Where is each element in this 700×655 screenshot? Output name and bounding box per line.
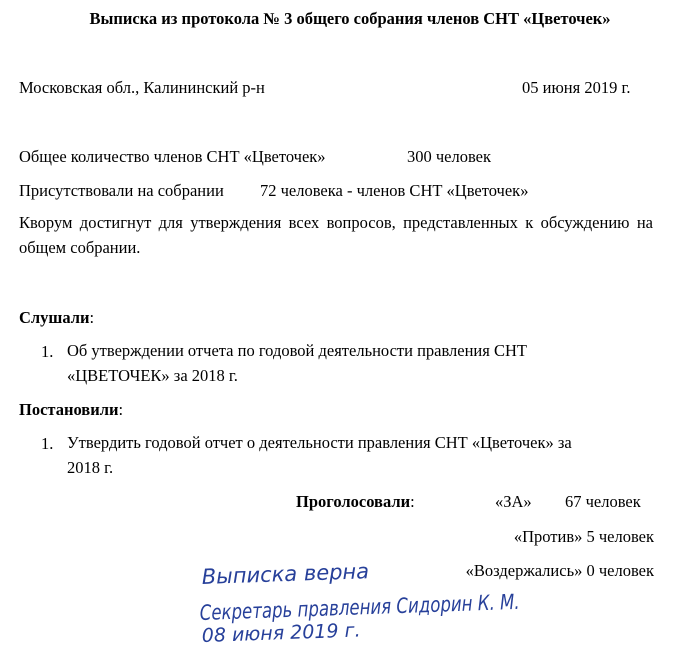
members-count-label: Общее количество членов СНТ «Цветочек» <box>19 147 326 166</box>
decided-item <box>67 430 572 480</box>
decided-label: Постановили <box>19 400 119 419</box>
vote-against: «Против» 5 человек <box>513 527 654 546</box>
heard-item <box>67 338 527 388</box>
decided-item-line: Утвердить годовой отчет о деятельности правления СНТ «Цветочек» за <box>67 433 572 452</box>
vote-heading <box>296 492 415 512</box>
present-label: Присутствовали на собрании <box>19 181 224 200</box>
vote-label: Проголосовали <box>296 492 411 511</box>
heard-item-number: 1. <box>41 342 54 361</box>
decided-heading <box>19 400 123 420</box>
vote-for-label: «ЗА» <box>495 492 532 511</box>
signature-line-1: Выписка верна <box>201 559 370 589</box>
signature-line-2: Секретарь правления Сидорин К. М. <box>199 586 606 625</box>
decided-colon: : <box>118 400 124 419</box>
present-value: 72 человека - членов СНТ «Цветочек» <box>260 181 529 200</box>
document-title: Выписка из протокола № 3 общего собрания членов СНТ «Цветочек» <box>89 9 611 28</box>
decided-item-line: 2018 г. <box>67 458 114 477</box>
heard-colon: : <box>89 308 95 327</box>
document-date: 05 июня 2019 г. <box>522 78 631 97</box>
signature-line-3: 08 июня 2019 г. <box>201 619 361 647</box>
heard-heading <box>19 308 94 328</box>
vote-colon: : <box>410 492 415 511</box>
vote-abstained: «Воздержались» 0 человек <box>465 561 654 580</box>
members-count-value: 300 человек <box>407 147 492 166</box>
location: Московская обл., Калининский р-н <box>19 78 265 97</box>
quorum-paragraph: Кворум достигнут для утверждения всех вопросов, представленных к обсуждению на общем собрании. <box>19 213 653 257</box>
vote-for-value: 67 человек <box>565 492 641 511</box>
heard-item-line: «ЦВЕТОЧЕК» за 2018 г. <box>67 366 238 385</box>
decided-item-number: 1. <box>41 434 54 453</box>
heard-item-line: Об утверждении отчета по годовой деятельности правления СНТ <box>67 341 527 360</box>
heard-label: Слушали <box>19 308 90 327</box>
